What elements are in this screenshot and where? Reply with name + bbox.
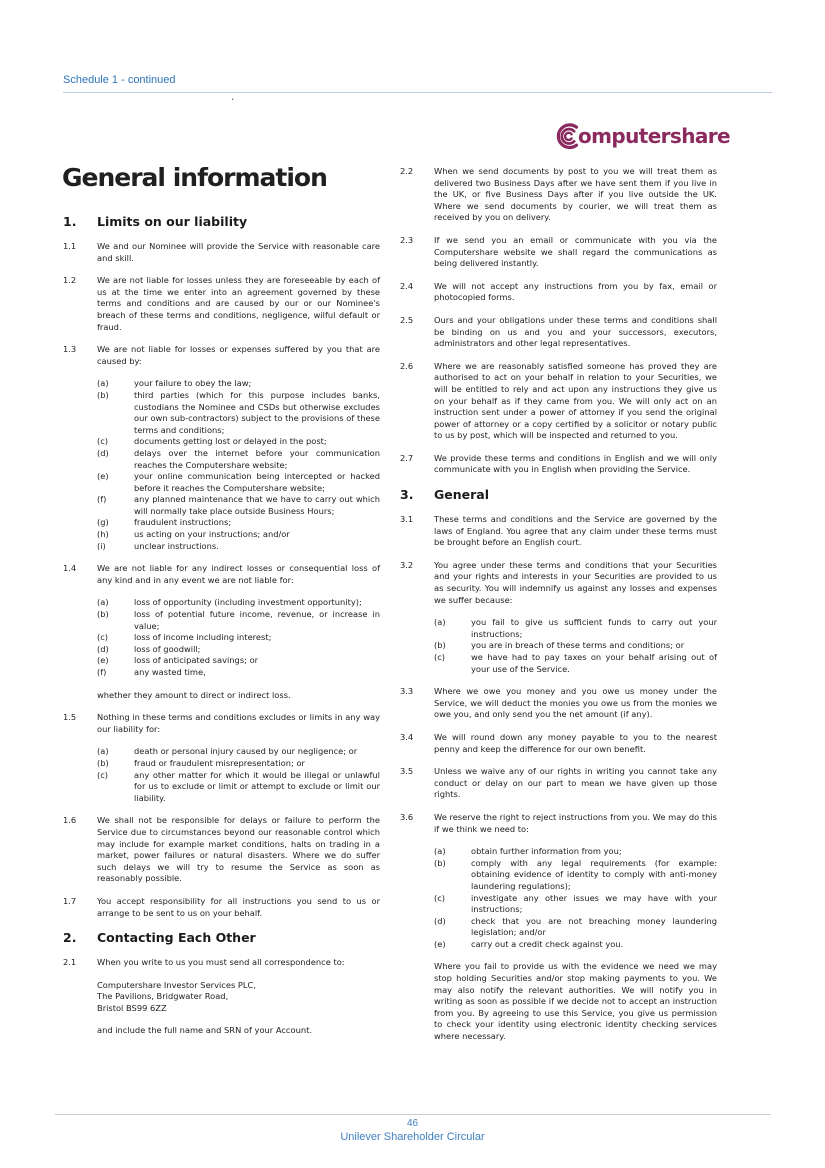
clause-number: 1.6	[63, 815, 77, 826]
section-heading-3	[400, 487, 717, 502]
clause-number: 2.6	[400, 360, 414, 371]
clause-number: 1.2	[63, 275, 77, 286]
clause-2.3	[400, 235, 717, 270]
list-item-label: (c)	[97, 632, 109, 643]
clause-1.5	[63, 712, 380, 735]
clause-2.2	[400, 166, 717, 224]
list-item-text: any planned maintenance that we have to carry out which will normally take place outside Business Hours;	[134, 494, 380, 516]
list-item-label: (b)	[97, 757, 109, 768]
list-item-text: your failure to obey the law;	[134, 378, 252, 389]
list-item-text: loss of income including interest;	[134, 632, 272, 643]
clause-number: 3.1	[400, 514, 414, 525]
clause-text: We will not accept any instructions from you by fax, email or photocopied forms.	[434, 280, 717, 303]
clause-number: 2.1	[63, 957, 77, 968]
lettered-list	[97, 378, 380, 552]
unnumbered-paragraph: and include the full name and SRN of your Account.	[97, 1025, 312, 1036]
clause-1.4	[63, 563, 380, 586]
clause-1.7	[63, 896, 380, 919]
clause-3.1	[400, 514, 717, 549]
clause-2.4	[400, 281, 717, 304]
list-item-label: (c)	[97, 436, 109, 447]
list-item-c	[434, 893, 717, 916]
section-heading-1	[63, 214, 380, 229]
clause-3.2	[400, 560, 717, 606]
address-line: Bristol BS99 6ZZ	[97, 1002, 167, 1013]
list-item-label: (a)	[97, 746, 109, 757]
list-item-label: (e)	[97, 471, 109, 482]
clause-number: 3.	[400, 487, 414, 503]
clause-number: 1.	[63, 214, 77, 229]
unnumbered-paragraph: Where you fail to provide us with the evidence we need we may stop holding Securities and/or stop making payments to you. We may also notify the relevant authorities. We will notify you in writing as soon as possible if we decide not to accept an instruction from you. By agreeing to use this Service, you give us permission to check your identity using electronic identity checking services where necessary.	[434, 961, 717, 1042]
list-item-text: third parties (which for this purpose includes banks, custodians the Nominee and CSDs but otherwise excludes our own sub-contractors) subject to the provisions of these terms and conditions;	[134, 389, 380, 435]
clause-text: We are not liable for losses or expenses suffered by you that are caused by:	[97, 344, 380, 366]
clause-number: 1.1	[63, 241, 77, 251]
list-item-text: loss of anticipated savings; or	[134, 655, 259, 666]
list-item-text: fraudulent instructions;	[134, 517, 232, 528]
list-item-text: loss of potential future income, revenue, or increase in value;	[134, 609, 380, 631]
list-item-e	[434, 939, 717, 951]
list-item-text: check that you are not breaching money laundering legislation; and/or	[471, 915, 717, 938]
clause-3.6	[400, 812, 717, 835]
list-item-a	[434, 846, 717, 858]
clause-text: We and our Nominee will provide the Service with reasonable care and skill.	[97, 241, 380, 263]
lettered-list	[97, 746, 380, 804]
clause-text: These terms and conditions and the Service are governed by the laws of England. You agree that any claim under these terms must be brought before an English court.	[434, 514, 717, 548]
clause-number: 3.2	[400, 559, 414, 570]
header-rule	[63, 92, 772, 93]
list-item-c	[97, 632, 380, 644]
list-item-b	[434, 640, 717, 652]
list-item-label: (b)	[434, 857, 446, 868]
left-column	[63, 211, 380, 1048]
clause-number: 2.2	[400, 166, 414, 176]
schedule-header: Schedule 1 - continued	[63, 74, 176, 86]
list-item-d	[97, 448, 380, 471]
computershare-swirl-c-icon	[553, 121, 580, 150]
clause-number: 1.5	[63, 712, 77, 723]
list-item-label: (d)	[434, 915, 446, 926]
list-item-label: (h)	[97, 529, 109, 540]
list-item-b	[97, 390, 380, 436]
list-item-c	[97, 436, 380, 448]
clause-2.1	[63, 957, 380, 969]
list-item-text: comply with any legal requirements (for example: obtaining evidence of identity to comply with anti-money laundering regulations);	[471, 857, 717, 891]
list-item-text: investigate any other issues we may have with your instructions;	[471, 892, 717, 915]
clause-1.2	[63, 275, 380, 333]
page-title: General information	[62, 163, 327, 192]
list-item-h	[97, 529, 380, 541]
list-item-b	[434, 858, 717, 893]
clause-text: If we send you an email or communicate with you via the Computershare website we shall regard the communications as being delivered instantly.	[434, 234, 717, 269]
clause-number: 1.3	[63, 344, 77, 355]
list-item-text: obtain further information from you;	[471, 846, 622, 857]
lettered-list	[434, 846, 717, 950]
list-item-text: any wasted time,	[134, 667, 206, 677]
list-item-label: (a)	[434, 846, 446, 857]
clause-text: When we send documents by post to you we will treat them as delivered two Business Days after we have sent them if you live in the UK, or five Business Days after if you live outside the UK. Where we send documents by courier, we will treat them as received by you on delivery.	[434, 166, 717, 223]
list-item-i	[97, 541, 380, 553]
clause-number: 3.3	[400, 686, 414, 697]
clause-text: You agree under these terms and conditions that your Securities and your rights and interests in your Securities are provided to us as security. You will indemnify us against any losses and expenses we suffer because:	[434, 559, 717, 605]
clause-2.5	[400, 315, 717, 350]
clause-number: 3.6	[400, 811, 414, 822]
list-item-label: (a)	[97, 597, 109, 608]
list-item-text: your online communication being intercepted or hacked before it reaches the Computershare website;	[134, 471, 380, 493]
clause-text: You accept responsibility for all instructions you send to us or arrange to be sent to us on your behalf.	[97, 895, 380, 918]
list-item-c	[97, 770, 380, 805]
list-item-d	[434, 916, 717, 939]
address-line: The Pavilions, Bridgwater Road,	[97, 991, 229, 1002]
list-item-label: (i)	[97, 540, 106, 551]
clause-1.6	[63, 815, 380, 885]
clause-number: 3.4	[400, 731, 414, 742]
computershare-logo	[553, 121, 730, 150]
list-item-text: fraud or fraudulent misrepresentation; or	[134, 757, 305, 768]
footer-page-number: 46	[406, 1118, 419, 1129]
clause-3.4	[400, 732, 717, 755]
list-item-text: you are in breach of these terms and conditions; or	[471, 640, 685, 651]
section-heading-text: Limits on our liability	[97, 214, 248, 229]
clause-1.3	[63, 344, 380, 367]
lettered-list	[434, 617, 717, 675]
clause-2.7	[400, 453, 717, 476]
clause-number: 2.7	[400, 452, 414, 463]
clause-number: 3.5	[400, 766, 414, 777]
list-item-label: (b)	[97, 389, 109, 400]
list-item-text: documents getting lost or delayed in the post;	[134, 436, 327, 447]
list-item-a	[97, 378, 380, 390]
footer-rule	[55, 1114, 771, 1115]
clause-text: Where we owe you money and you owe us money under the Service, we will deduct the monies you owe us from the monies we owe you, and only send you the net amount (if any).	[434, 686, 717, 720]
list-item-label: (c)	[97, 769, 109, 780]
list-item-label: (f)	[97, 667, 107, 677]
lettered-list	[97, 597, 380, 678]
list-item-b	[97, 758, 380, 770]
clause-text: We reserve the right to reject instructions from you. We may do this if we think we need to:	[434, 811, 717, 834]
clause-number: 2.5	[400, 314, 414, 325]
list-item-text: carry out a credit check against you.	[471, 938, 624, 949]
clause-text: We provide these terms and conditions in English and we will only communicate with you in English when providing the Service.	[434, 452, 717, 475]
list-item-label: (f)	[97, 494, 107, 505]
list-item-f	[97, 494, 380, 517]
list-item-text: unclear instructions.	[134, 540, 219, 551]
clause-text: We are not liable for any indirect losses or consequential loss of any kind and in any event we are not liable for:	[97, 563, 380, 585]
clause-text: Ours and your obligations under these terms and conditions shall be binding on us and you and your successors, executors, administrators and other legal representatives.	[434, 314, 717, 349]
unnumbered-paragraph: whether they amount to direct or indirect loss.	[97, 689, 291, 700]
clause-text: When you write to us you must send all correspondence to:	[97, 957, 345, 968]
clause-number: 2.3	[400, 234, 414, 245]
clause-number: 1.4	[63, 563, 77, 574]
list-item-text: death or personal injury caused by our negligence; or	[134, 746, 358, 757]
list-item-a	[434, 617, 717, 640]
computershare-wordmark: omputershare	[578, 123, 730, 148]
list-item-text: we have had to pay taxes on your behalf arising out of your use of the Service.	[471, 652, 717, 674]
list-item-label: (d)	[97, 643, 109, 654]
clause-3.5	[400, 766, 717, 801]
clause-number: 2.	[63, 930, 77, 946]
address-block	[97, 980, 380, 1015]
clause-text: We are not liable for losses unless they are foreseeable by each of us at the time we enter into an agreement governed by these terms and conditions and are caused by our or our Nominee's breach of these terms and conditions, negligence, wilful default or fraud.	[97, 275, 380, 332]
list-item-c	[434, 652, 717, 675]
list-item-label: (a)	[434, 617, 446, 628]
stray-mark: .	[231, 92, 235, 103]
section-heading-text: General	[434, 487, 489, 503]
clause-text: Unless we waive any of our rights in writing you cannot take any conduct or delay on our part to mean we have given up those rights.	[434, 766, 717, 800]
clause-2.6	[400, 361, 717, 442]
list-item-a	[97, 746, 380, 758]
list-item-g	[97, 517, 380, 529]
list-item-label: (b)	[434, 640, 446, 651]
list-item-e	[97, 471, 380, 494]
clause-text: Where we are reasonably satisfied someone has proved they are authorised to act on your behalf in relation to your Securities, we will be entitled to rely and act upon any instructions they give us on your behalf as if they came from you. We will only act on an instruction sent under a power of attorney if you send the original power of attorney or a copy certified by a solicitor or notary public to us by post, which will be inspected and returned to you.	[434, 360, 717, 441]
list-item-text: loss of goodwill;	[134, 643, 201, 654]
clause-3.3	[400, 686, 717, 721]
list-item-label: (a)	[97, 378, 109, 389]
list-item-text: you fail to give us sufficient funds to carry out your instructions;	[471, 617, 717, 639]
list-item-label: (c)	[434, 652, 446, 662]
section-heading-2	[63, 930, 380, 945]
clause-text: We will round down any money payable to you to the nearest penny and keep the difference for our own benefit.	[434, 731, 717, 754]
clause-text: We shall not be responsible for delays or failure to perform the Service due to circumstances beyond our reasonable control which may include for example market conditions, halts on trading in a market, power failures or natural disasters. Where we do suffer such delays we will try to resume the Service as soon as reasonably possible.	[97, 815, 380, 884]
list-item-label: (e)	[97, 655, 109, 666]
list-item-label: (c)	[434, 892, 446, 903]
clause-text: Nothing in these terms and conditions excludes or limits in any way our liability for:	[97, 712, 380, 734]
address-line: Computershare Investor Services PLC,	[97, 979, 256, 990]
clause-number: 1.7	[63, 895, 77, 906]
list-item-text: us acting on your instructions; and/or	[134, 529, 290, 540]
list-item-label: (b)	[97, 609, 109, 620]
list-item-f	[97, 667, 380, 679]
footer-document-name: Unilever Shareholder Circular	[340, 1131, 485, 1143]
list-item-label: (g)	[97, 517, 109, 528]
list-item-label: (e)	[434, 938, 446, 949]
list-item-label: (d)	[97, 447, 109, 458]
list-item-e	[97, 655, 380, 667]
list-item-b	[97, 609, 380, 632]
list-item-text: loss of opportunity (including investment opportunity);	[134, 597, 362, 608]
list-item-text: delays over the internet before your communication reaches the Computershare website;	[134, 447, 380, 470]
list-item-a	[97, 597, 380, 609]
list-item-d	[97, 644, 380, 656]
section-heading-text: Contacting Each Other	[97, 930, 256, 946]
list-item-text: any other matter for which it would be illegal or unlawful for us to exclude or limit or attempt to exclude or limit our liability.	[134, 769, 380, 803]
right-column	[400, 166, 717, 1054]
clause-number: 2.4	[400, 280, 414, 291]
clause-1.1	[63, 241, 380, 264]
